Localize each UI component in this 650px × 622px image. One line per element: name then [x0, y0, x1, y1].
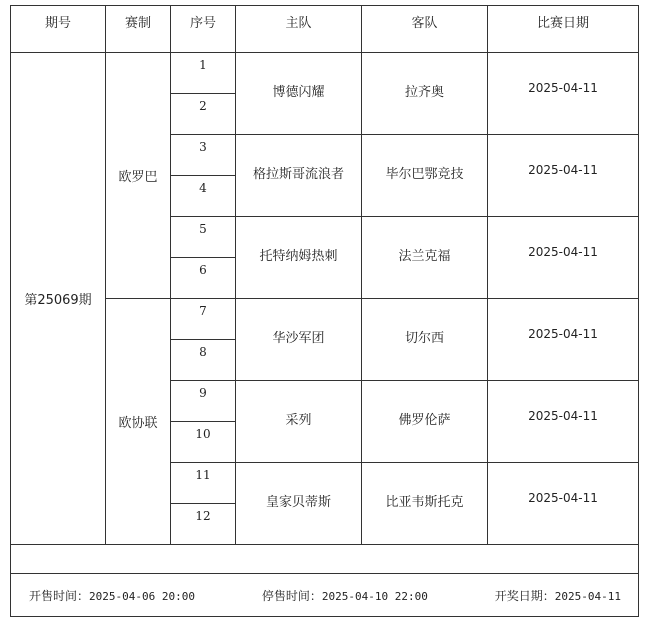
seq-cell: 2 [171, 94, 236, 135]
seq-cell: 11 [171, 463, 236, 504]
seq-cell: 1 [171, 53, 236, 94]
home-team-cell: 采列 [236, 381, 362, 463]
header-competition: 赛制 [106, 6, 171, 53]
schedule-table [10, 5, 639, 617]
seq-cell: 12 [171, 504, 236, 545]
header-date: 比赛日期 [488, 6, 639, 53]
match-date-cell: 2025-04-11 [488, 217, 639, 299]
issue-cell: 第25069期 [11, 53, 106, 545]
blank-row [11, 545, 639, 574]
seq-cell: 10 [171, 422, 236, 463]
header-row [11, 6, 639, 53]
home-team-cell: 博德闪耀 [236, 53, 362, 135]
table-row [11, 299, 639, 340]
header-issue: 期号 [11, 6, 106, 53]
header-seq: 序号 [171, 6, 236, 53]
match-date-cell: 2025-04-11 [488, 135, 639, 217]
draw-date-label: 开奖日期： [494, 588, 555, 603]
home-team-cell: 托特纳姆热刺 [236, 217, 362, 299]
away-team-cell: 比亚韦斯托克 [362, 463, 488, 545]
home-team-cell: 华沙军团 [236, 299, 362, 381]
seq-cell: 4 [171, 176, 236, 217]
match-date-cell: 2025-04-11 [488, 381, 639, 463]
match-date-cell: 2025-04-11 [488, 299, 639, 381]
sale-stop-value: 2025-04-10 22:00 [321, 589, 428, 603]
away-team-cell: 法兰克福 [362, 217, 488, 299]
sale-start-label: 开售时间： [29, 588, 90, 603]
away-team-cell: 毕尔巴鄂竞技 [362, 135, 488, 217]
away-team-cell: 佛罗伦萨 [362, 381, 488, 463]
sale-start-value: 2025-04-06 20:00 [89, 589, 195, 603]
sale-start [29, 587, 195, 604]
home-team-cell: 皇家贝蒂斯 [236, 463, 362, 545]
seq-cell: 8 [171, 340, 236, 381]
footer-info [11, 587, 638, 604]
footer-row [11, 574, 639, 617]
home-team-cell: 格拉斯哥流浪者 [236, 135, 362, 217]
seq-cell: 9 [171, 381, 236, 422]
competition-cell: 欧协联 [106, 299, 171, 545]
competition-cell: 欧罗巴 [106, 53, 171, 299]
header-home: 主队 [236, 6, 362, 53]
blank-cell [11, 545, 639, 574]
draw-date [495, 587, 621, 604]
sale-stop-label: 停售时间： [261, 588, 322, 603]
away-team-cell: 切尔西 [362, 299, 488, 381]
sale-stop [262, 587, 428, 604]
match-date-cell: 2025-04-11 [488, 53, 639, 135]
draw-date-value: 2025-04-11 [554, 589, 621, 603]
seq-cell: 5 [171, 217, 236, 258]
table-row [11, 53, 639, 94]
match-date-cell: 2025-04-11 [488, 463, 639, 545]
seq-cell: 7 [171, 299, 236, 340]
away-team-cell: 拉齐奥 [362, 53, 488, 135]
header-away: 客队 [362, 6, 488, 53]
seq-cell: 3 [171, 135, 236, 176]
footer-cell [11, 574, 639, 617]
seq-cell: 6 [171, 258, 236, 299]
